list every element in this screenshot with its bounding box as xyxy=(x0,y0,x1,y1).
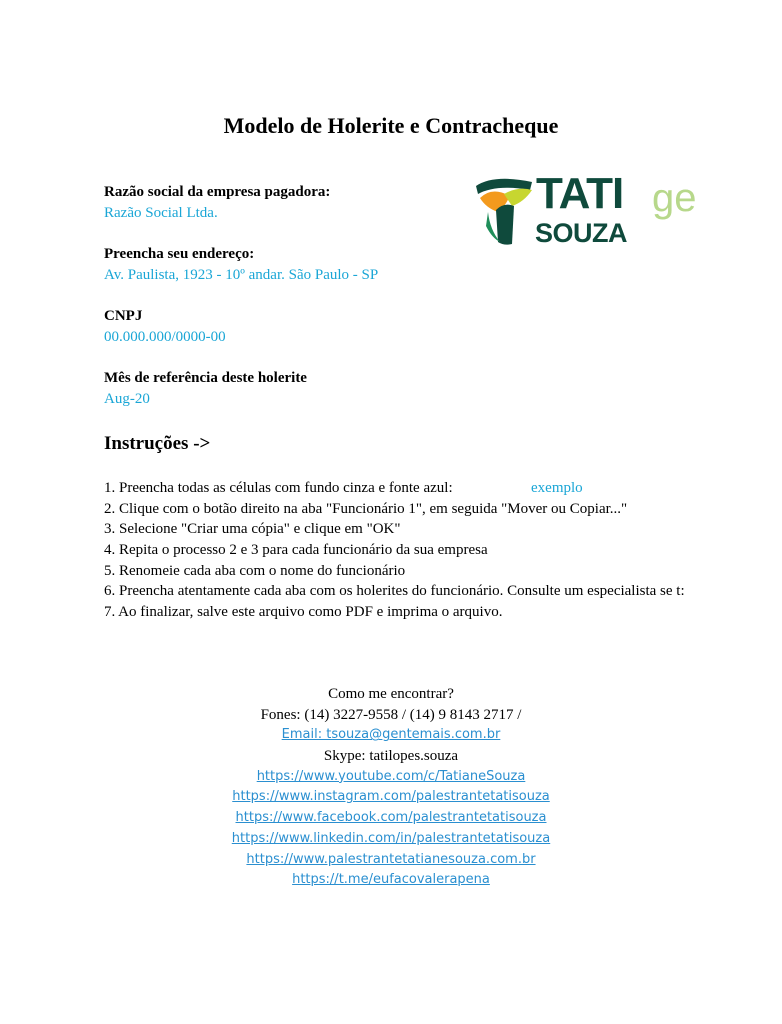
logo-text-tati: TATI xyxy=(536,169,624,218)
facebook-link[interactable]: https://www.facebook.com/palestrantetatisouza xyxy=(235,810,547,826)
skype-text: Skype: tatilopes.souza xyxy=(323,748,459,765)
instagram-link[interactable]: https://www.instagram.com/palestrantetatisouza xyxy=(232,789,550,805)
instruction-step: 3. Selecione "Criar uma cópia" e clique em "OK" xyxy=(104,521,401,538)
telegram-link[interactable]: https://t.me/eufacovalerapena xyxy=(292,872,490,888)
email-link[interactable]: Email: tsouza@gentemais.com.br xyxy=(281,727,501,743)
contact-section xyxy=(0,684,782,891)
logo-fragment: ge xyxy=(652,176,697,220)
instructions-list xyxy=(104,478,684,623)
youtube-link[interactable]: https://www.youtube.com/c/TatianeSouza xyxy=(256,768,526,784)
instruction-step: 6. Preencha atentamente cada aba com os holerites do funcionário. Consulte um especialista se t: xyxy=(104,583,685,600)
company-name-value[interactable]: Razão Social Ltda. xyxy=(104,205,218,221)
document-title: Modelo de Holerite e Contracheque xyxy=(223,113,559,138)
reference-month-value[interactable]: Aug-20 xyxy=(104,391,150,407)
example-cell[interactable]: exemplo xyxy=(531,480,583,496)
phones-text: Fones: (14) 3227-9558 / (14) 9 8143 2717 / xyxy=(260,706,522,723)
instruction-step: 7. Ao finalizar, salve este arquivo como PDF e imprima o arquivo. xyxy=(104,604,503,621)
company-name-label: Razão social da empresa pagadora: xyxy=(104,184,331,200)
instructions-heading: Instruções -> xyxy=(104,433,211,454)
reference-month-label: Mês de referência deste holerite xyxy=(104,370,307,386)
instruction-step: 5. Renomeie cada aba com o nome do funcionário xyxy=(104,562,406,579)
instruction-step: 2. Clique com o botão direito na aba "Funcionário 1", em seguida "Mover ou Copiar..." xyxy=(104,500,628,517)
logo-text-souza: SOUZA xyxy=(535,218,627,248)
linkedin-link[interactable]: https://www.linkedin.com/in/palestrantetatisouza xyxy=(231,830,551,846)
cnpj-value[interactable]: 00.000.000/0000-00 xyxy=(104,329,226,345)
address-label: Preencha seu endereço: xyxy=(104,246,255,262)
address-value[interactable]: Av. Paulista, 1923 - 10º andar. São Paulo - SP xyxy=(104,267,379,283)
contact-heading: Como me encontrar? xyxy=(328,686,454,702)
website-link[interactable]: https://www.palestrantetatianesouza.com.br xyxy=(246,851,536,867)
instruction-step: 4. Repita o processo 2 e 3 para cada funcionário da sua empresa xyxy=(104,542,488,559)
instruction-step: 1. Preencha todas as células com fundo cinza e fonte azul: xyxy=(104,480,453,496)
cnpj-label: CNPJ xyxy=(104,308,143,324)
